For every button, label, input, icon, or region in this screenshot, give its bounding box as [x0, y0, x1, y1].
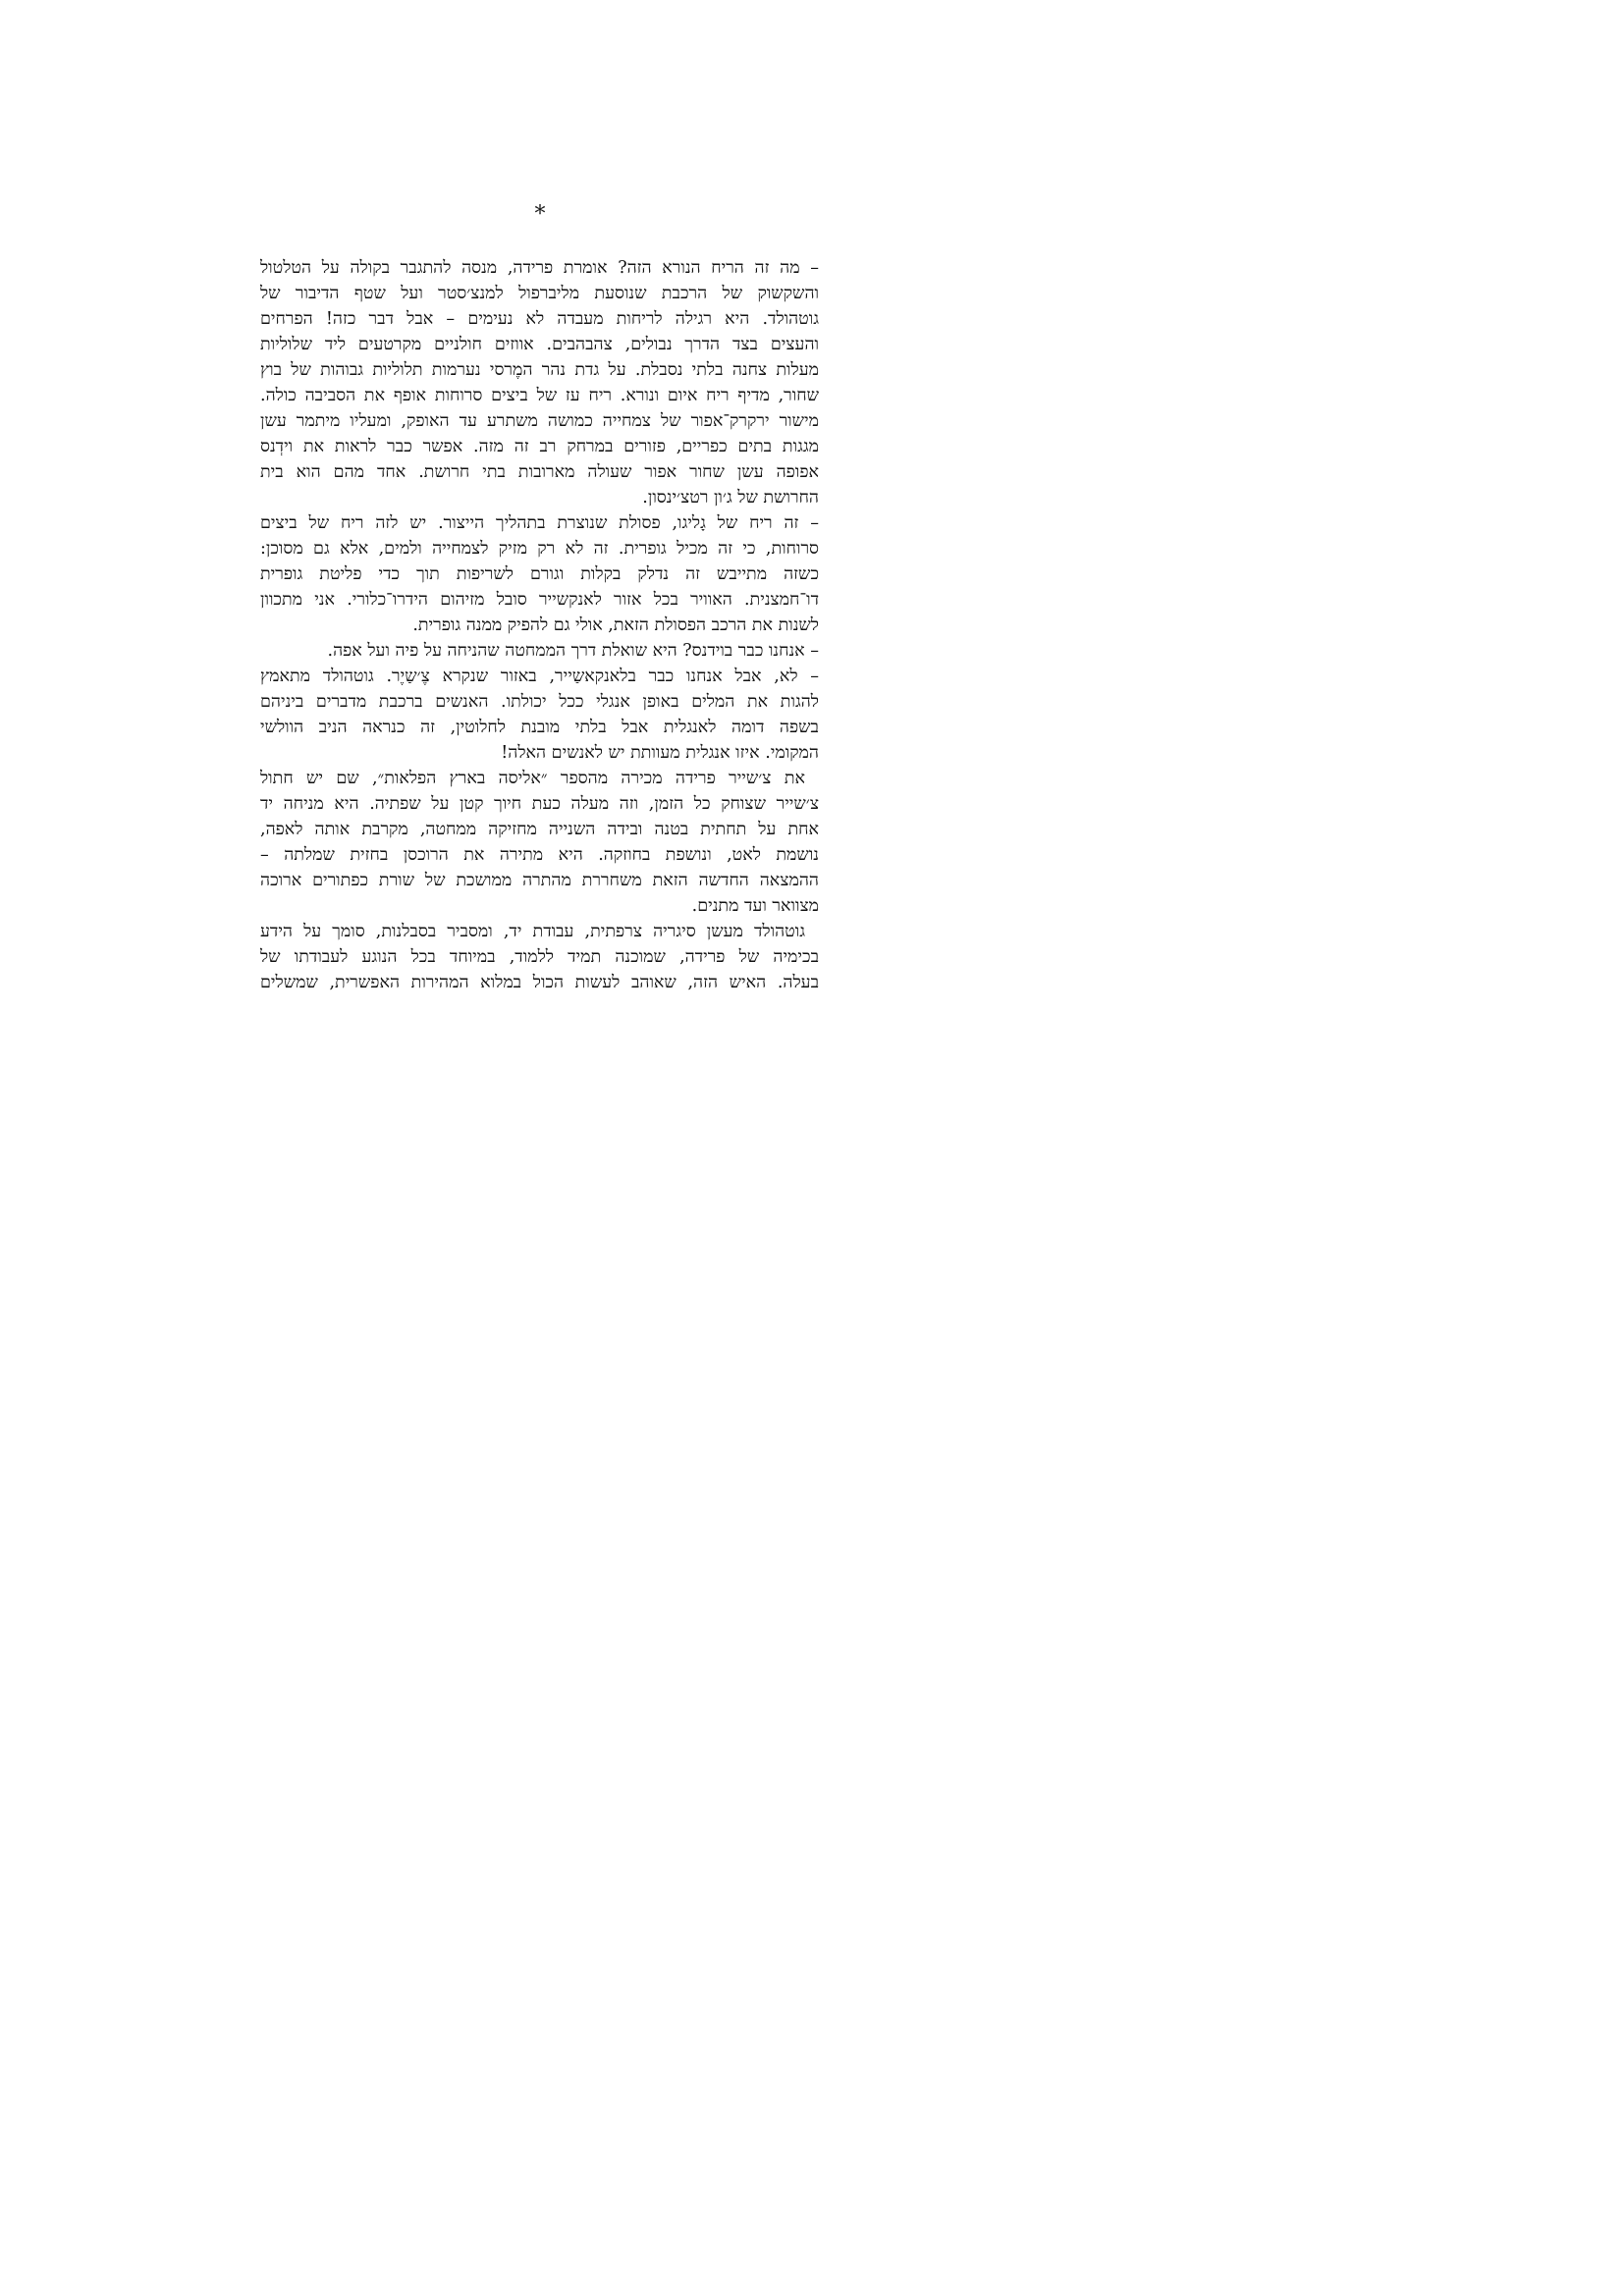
paragraph-6 — [260, 919, 819, 995]
paragraph-3 — [260, 638, 819, 664]
text-line: את צ׳שייר פרידה מכירה מהספר ״אליסה בארץ הפלאות״, שם יש חתול — [260, 769, 805, 788]
text-line: בכימיה של פרידה, שמוכנה תמיד ללמוד, במיוחד בכל הנוגע לעבודתו של — [260, 947, 819, 967]
text-line: סרוחות, כי זה מכיל גופרית. זה לא רק מזיק לצמחייה ולמים, אלא גם מסוכן: — [260, 539, 819, 559]
paragraph-5 — [260, 766, 819, 919]
text-line: אפופה עשן שחור אפור שעולה מארובות בתי חרושת. אחד מהם הוא בית — [260, 462, 819, 482]
text-line: והעצים בצד הדרך נבולים, צהבהבים. אווזים חולניים מקרטעים ליד שלוליות — [260, 335, 820, 354]
text-line: – מה זה הריח הנורא הזה? אומרת פרידה, מנסה להתגבר בקולה על הטלטול — [260, 258, 819, 278]
paragraph-4 — [260, 664, 819, 766]
text-line: מעלות צחנה בלתי נסבלת. על גדת נהר המֶרסי נערמות תלוליות גבוהות של בוץ — [260, 360, 819, 380]
body-text — [260, 255, 819, 995]
text-line: נושמת לאט, ונושפת בחוזקה. היא מתירה את הרוכסן בחזית שמלתה – — [260, 845, 819, 865]
text-line: צ׳שייר שצוחק כל הזמן, וזה מעלה כעת חיוך קטן על שפתיה. היא מניחה יד — [260, 794, 819, 814]
text-line: בעלה. האיש הזה, שאוהב לעשות הכול במלוא המהירות האפשרית, שמשלים — [260, 973, 819, 992]
text-line: בשפה דומה לאנגלית אבל בלתי מובנת לחלוטין, זה כנראה הניב הוולשי — [260, 718, 819, 737]
paragraph-2 — [260, 510, 819, 638]
paragraph-1 — [260, 255, 819, 510]
text-line: מישור ירקרק־אפור של צמחייה כמושה משתרע עד האופק, ומעליו מיתמר עשן — [260, 411, 819, 431]
text-line: דו־חמצנית. האוויר בכל אזור לאנקשייר סובל מזיהום הידרו־כלורי. אני מתכוון — [260, 590, 819, 610]
text-line: – אנחנו כבר בוידנס? היא שואלת דרך הממחטה שהניחה על פיה ועל אפה. — [327, 641, 819, 661]
text-line: שחור, מדיף ריח איום ונורא. ריח עז של ביצים סרוחות אופף את הסביבה כולה. — [260, 386, 819, 405]
section-divider-asterisk: * — [534, 202, 546, 227]
text-line: כשזה מתייבש זה נדלק בקלות וגורם לשריפות תוך כדי פליטת גופרית — [260, 564, 819, 584]
text-line: ההמצאה החדשה הזאת משחררת מהתרה ממושכת של שורת כפתורים ארוכה — [260, 871, 819, 890]
text-line: אחת על תחתית בטנה ובידה השנייה מחזיקה ממחטה, מקרבת אותה לאפה, — [260, 820, 819, 839]
text-line: לשנות את הרכב הפסולת הזאת, אולי גם להפיק ממנה גופרית. — [412, 615, 819, 635]
text-line: מגגות בתים כפריים, פזורים במרחק רב זה מזה. אפשר כבר לראות את וידְנס — [260, 437, 819, 456]
text-line: – לא, אבל אנחנו כבר בלאנקאשַייר, באזור שנקרא צֶ׳שַיֶר. גוטהולד מתאמץ — [260, 667, 819, 686]
text-line: החרושת של ג׳ון רטצ׳ינסון. — [642, 488, 819, 507]
text-line: גוטהולד. היא רגילה לריחות מעבדה לא נעימים – אבל דבר כזה! הפרחים — [260, 309, 819, 329]
text-line: – זה ריח של גָליגו, פסולת שנוצרת בתהליך הייצור. יש לזה ריח של ביצים — [260, 513, 819, 533]
text-line: להגות את המלים באופן אנגלי ככל יכולתו. האנשים ברכבת מדברים ביניהם — [260, 692, 819, 712]
text-line: והשקשוק של הרכבת שנוסעת מליברפול למנצ׳סטר ועל שטף הדיבור של — [260, 284, 819, 303]
text-line: גוטהולד מעשן סיגריה צרפתית, עבודת יד, ומסביר בסבלנות, סומך על הידע — [260, 922, 805, 941]
text-line: המקומי. איזו אנגלית מעוותת יש לאנשים האלה! — [501, 743, 819, 763]
text-line: מצוואר ועד מתנים. — [691, 896, 819, 916]
document-page — [0, 0, 1080, 1527]
